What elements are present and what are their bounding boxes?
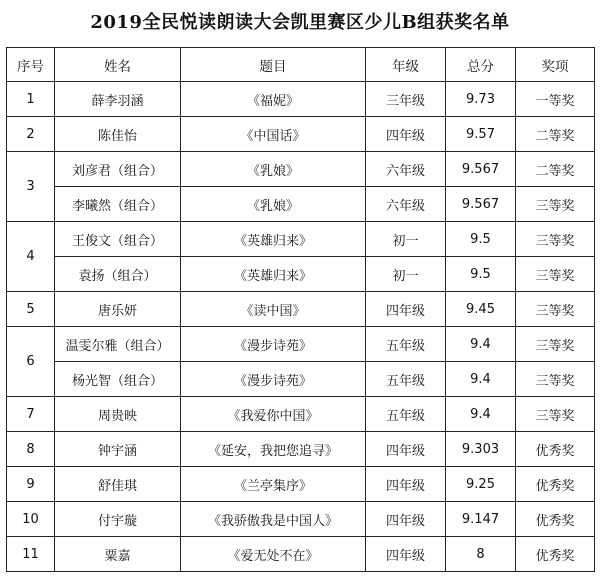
cell-award: 三等奖	[516, 187, 595, 222]
cell-no: 6	[7, 327, 55, 397]
cell-score: 9.25	[446, 467, 516, 502]
cell-award: 三等奖	[516, 222, 595, 257]
cell-work: 《读中国》	[181, 292, 366, 327]
cell-award: 三等奖	[516, 327, 595, 362]
cell-work: 《乳娘》	[181, 152, 366, 187]
cell-no: 5	[7, 292, 55, 327]
cell-work: 《漫步诗苑》	[181, 327, 366, 362]
cell-name: 钟宇涵	[55, 432, 181, 467]
cell-name: 刘彦君（组合）	[55, 152, 181, 187]
cell-name: 舒佳琪	[55, 467, 181, 502]
header-work: 题目	[181, 48, 366, 82]
cell-award: 三等奖	[516, 257, 595, 292]
cell-name: 李曦然（组合）	[55, 187, 181, 222]
cell-work: 《延安，我把您追寻》	[181, 432, 366, 467]
cell-score: 9.45	[446, 292, 516, 327]
header-name: 姓名	[55, 48, 181, 82]
cell-name: 温雯尔雅（组合）	[55, 327, 181, 362]
cell-no: 10	[7, 502, 55, 537]
cell-no: 8	[7, 432, 55, 467]
cell-grade: 四年级	[366, 292, 446, 327]
table-row	[7, 222, 595, 257]
cell-name: 杨光智（组合）	[55, 362, 181, 397]
cell-grade: 初一	[366, 222, 446, 257]
table-row	[7, 117, 595, 152]
cell-award: 优秀奖	[516, 432, 595, 467]
cell-name: 粟嘉	[55, 537, 181, 572]
header-grade: 年级	[366, 48, 446, 82]
cell-grade: 四年级	[366, 537, 446, 572]
cell-award: 三等奖	[516, 292, 595, 327]
header-no: 序号	[7, 48, 55, 82]
cell-grade: 五年级	[366, 362, 446, 397]
cell-score: 9.4	[446, 397, 516, 432]
cell-name: 唐乐妍	[55, 292, 181, 327]
cell-work: 《英雄归来》	[181, 222, 366, 257]
cell-award: 三等奖	[516, 362, 595, 397]
cell-award: 优秀奖	[516, 467, 595, 502]
cell-name: 付宇璇	[55, 502, 181, 537]
header-score: 总分	[446, 48, 516, 82]
cell-score: 9.5	[446, 257, 516, 292]
cell-award: 优秀奖	[516, 537, 595, 572]
cell-grade: 六年级	[366, 187, 446, 222]
cell-grade: 五年级	[366, 397, 446, 432]
cell-no: 11	[7, 537, 55, 572]
cell-work: 《中国话》	[181, 117, 366, 152]
table-row	[7, 152, 595, 187]
table-row	[7, 467, 595, 502]
table-row	[7, 257, 595, 292]
cell-no: 1	[7, 82, 55, 117]
cell-award: 三等奖	[516, 397, 595, 432]
table-row	[7, 537, 595, 572]
cell-award: 优秀奖	[516, 502, 595, 537]
cell-name: 袁扬（组合）	[55, 257, 181, 292]
cell-grade: 四年级	[366, 432, 446, 467]
table-row	[7, 187, 595, 222]
cell-score: 9.147	[446, 502, 516, 537]
cell-work: 《英雄归来》	[181, 257, 366, 292]
cell-score: 9.73	[446, 82, 516, 117]
cell-name: 薛李羽涵	[55, 82, 181, 117]
cell-grade: 五年级	[366, 327, 446, 362]
table-row	[7, 82, 595, 117]
award-table	[6, 47, 595, 572]
cell-score: 8	[446, 537, 516, 572]
cell-score: 9.5	[446, 222, 516, 257]
table-row	[7, 292, 595, 327]
cell-name: 周贵映	[55, 397, 181, 432]
cell-work: 《我爱你中国》	[181, 397, 366, 432]
cell-name: 陈佳怡	[55, 117, 181, 152]
cell-no: 4	[7, 222, 55, 292]
cell-work: 《福妮》	[181, 82, 366, 117]
cell-award: 二等奖	[516, 152, 595, 187]
cell-grade: 四年级	[366, 502, 446, 537]
cell-score: 9.303	[446, 432, 516, 467]
cell-work: 《乳娘》	[181, 187, 366, 222]
cell-work: 《兰亭集序》	[181, 467, 366, 502]
cell-score: 9.567	[446, 187, 516, 222]
cell-score: 9.4	[446, 327, 516, 362]
table-row	[7, 327, 595, 362]
cell-work: 《漫步诗苑》	[181, 362, 366, 397]
cell-score: 9.567	[446, 152, 516, 187]
cell-award: 二等奖	[516, 117, 595, 152]
cell-name: 王俊文（组合）	[55, 222, 181, 257]
cell-work: 《爱无处不在》	[181, 537, 366, 572]
award-table-body	[7, 82, 595, 572]
table-row	[7, 362, 595, 397]
table-row	[7, 397, 595, 432]
cell-no: 7	[7, 397, 55, 432]
cell-work: 《我骄傲我是中国人》	[181, 502, 366, 537]
cell-no: 3	[7, 152, 55, 222]
cell-score: 9.57	[446, 117, 516, 152]
cell-award: 一等奖	[516, 82, 595, 117]
cell-no: 2	[7, 117, 55, 152]
cell-grade: 三年级	[366, 82, 446, 117]
header-award: 奖项	[516, 48, 595, 82]
cell-score: 9.4	[446, 362, 516, 397]
cell-grade: 四年级	[366, 117, 446, 152]
header-row	[7, 48, 595, 82]
cell-no: 9	[7, 467, 55, 502]
document-title: 2019全民悦读朗读大会凯里赛区少儿B组获奖名单	[90, 12, 510, 33]
cell-grade: 初一	[366, 257, 446, 292]
cell-grade: 四年级	[366, 467, 446, 502]
cell-grade: 六年级	[366, 152, 446, 187]
table-row	[7, 432, 595, 467]
table-row	[7, 502, 595, 537]
